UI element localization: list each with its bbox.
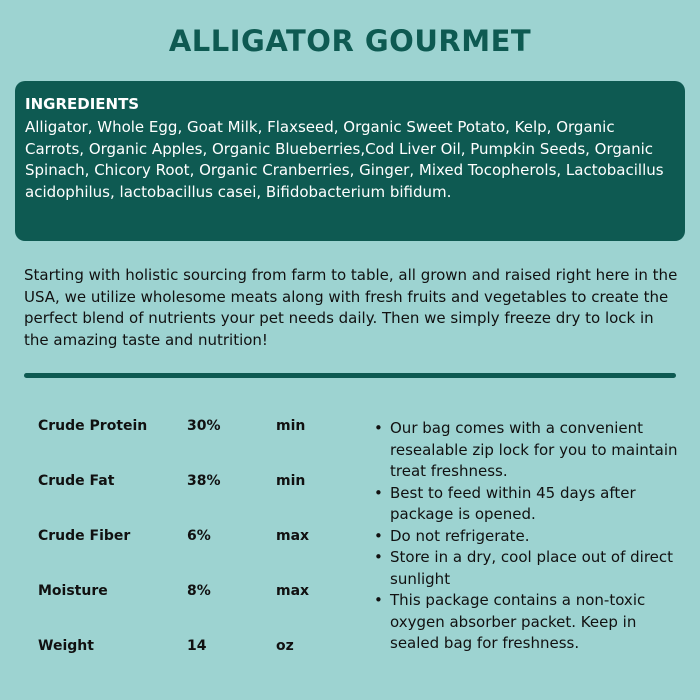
analysis-value: 8%	[187, 583, 211, 599]
note-text: Best to feed within 45 days after package is opened.	[390, 483, 636, 523]
ingredients-heading: INGREDIENTS	[25, 95, 140, 113]
analysis-name: Crude Fat	[38, 473, 115, 489]
bullet-icon: •	[374, 526, 383, 545]
analysis-unit: min	[276, 418, 306, 434]
note-text: Store in a dry, cool place out of direct sunlight	[390, 548, 674, 588]
analysis-name: Moisture	[38, 583, 108, 599]
analysis-row-moisture	[38, 575, 358, 630]
analysis-value: 14	[187, 638, 207, 654]
analysis-value: 30%	[187, 418, 221, 434]
product-notes-list	[372, 418, 682, 655]
product-description: Starting with holistic sourcing from farm to table, all grown and raised right here in the USA, we utilize wholesome meats along with fresh fruits and vegetables to create the perfect blend of nutrients your pet needs daily. Then we simply freeze dry to lock in the amazing taste and nutrition!	[24, 266, 678, 349]
analysis-unit: max	[276, 528, 310, 544]
guaranteed-analysis	[38, 410, 358, 685]
analysis-row-protein	[38, 410, 358, 465]
page-title: ALLIGATOR GOURMET	[168, 24, 532, 58]
analysis-value: 38%	[187, 473, 221, 489]
note-text: Do not refrigerate.	[390, 526, 530, 545]
analysis-name: Crude Protein	[38, 418, 148, 434]
bullet-icon: •	[374, 483, 383, 502]
bullet-icon: •	[374, 548, 383, 566]
ingredients-text: Alligator, Whole Egg, Goat Milk, Flaxseed, Organic Sweet Potato, Kelp, Organic Carrots, Organic Apples, Organic Blueberries,Cod Liver Oil, Pumpkin Seeds, Organic Spinach, Chicory Root, Organic Cranberries, Ginger, Mixed Tocopherols, Lactobacillus acidophilus, lactobacillus casei, Bifidobacterium bifidum.	[25, 118, 664, 201]
analysis-row-fiber	[38, 520, 358, 575]
bullet-icon: •	[374, 591, 383, 609]
list-item	[372, 590, 682, 655]
analysis-name: Crude Fiber	[38, 528, 131, 544]
list-item	[372, 418, 682, 483]
analysis-unit: min	[276, 473, 306, 489]
list-item	[372, 526, 682, 548]
ingredients-panel	[15, 81, 685, 241]
section-divider	[24, 373, 676, 378]
analysis-row-weight	[38, 630, 358, 685]
analysis-value: 6%	[187, 528, 211, 544]
analysis-name: Weight	[38, 638, 94, 654]
note-text: This package contains a non-toxic oxygen absorber packet. Keep in sealed bag for freshness.	[390, 591, 646, 652]
list-item	[372, 483, 682, 526]
list-item	[372, 547, 682, 590]
analysis-unit: oz	[276, 638, 294, 654]
bullet-icon: •	[374, 419, 383, 437]
analysis-unit: max	[276, 583, 310, 599]
analysis-row-fat	[38, 465, 358, 520]
note-text: Our bag comes with a convenient resealable zip lock for you to maintain treat freshness.	[390, 419, 678, 480]
